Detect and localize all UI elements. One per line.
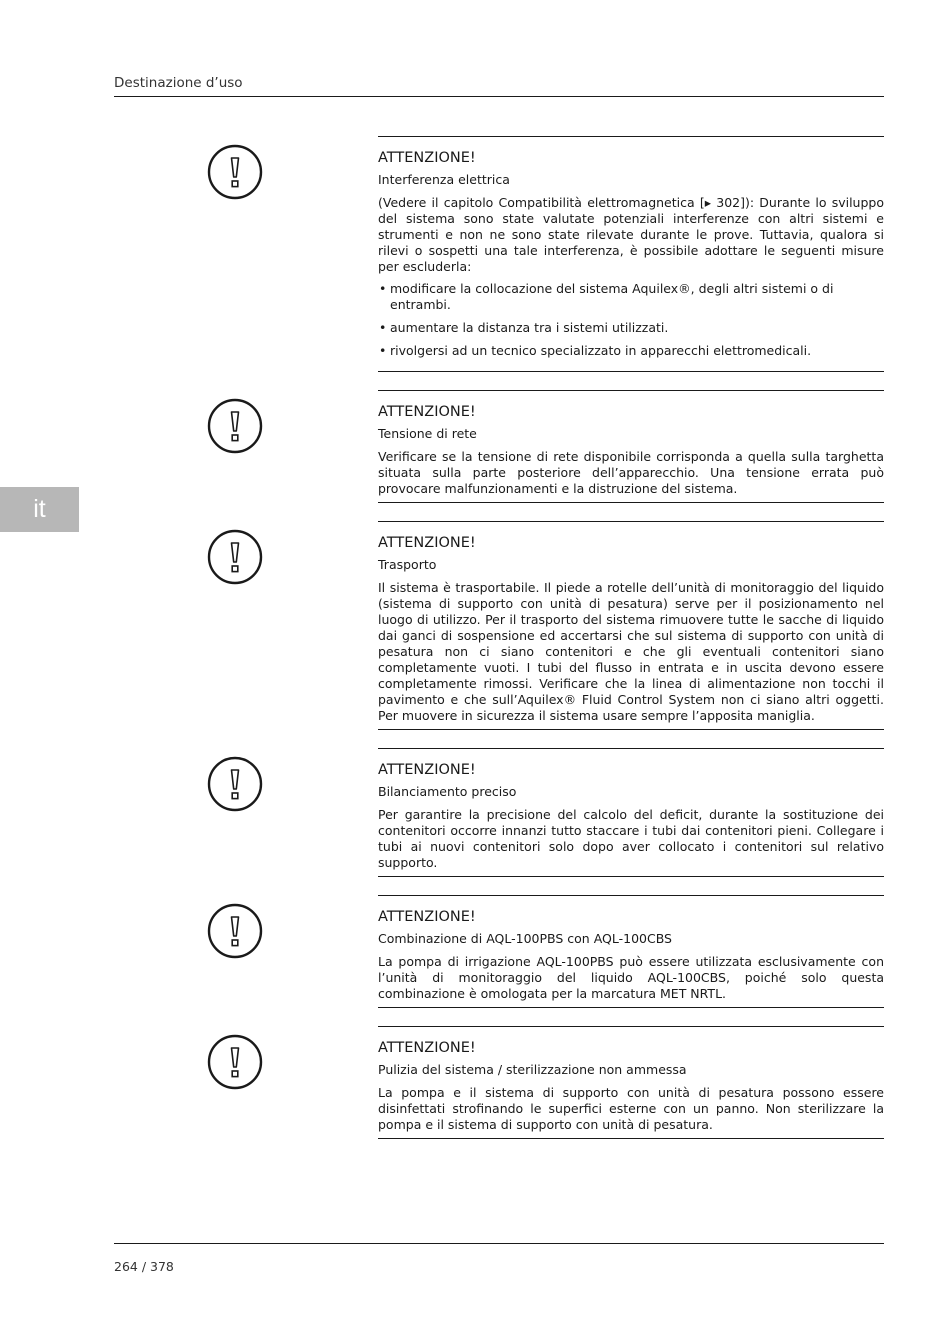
warning-subtitle: Pulizia del sistema / sterilizzazione non ammessa xyxy=(378,1062,687,1077)
list-item: • modificare la collocazione del sistema Aquilex®, degli altri sistemi o di entrambi. xyxy=(378,281,884,313)
exclamation-icon xyxy=(207,903,263,959)
header-title: Destinazione d’uso xyxy=(114,75,243,91)
warning-content xyxy=(378,136,884,372)
warning-title: ATTENZIONE! xyxy=(378,762,476,778)
warning-content xyxy=(378,1026,884,1139)
warning-subtitle: Trasporto xyxy=(378,557,437,572)
warning-title: ATTENZIONE! xyxy=(378,404,476,420)
warnings-list xyxy=(0,136,950,1157)
list-item: • aumentare la distanza tra i sistemi utilizzati. xyxy=(378,320,884,336)
exclamation-icon xyxy=(207,529,263,585)
warning-block xyxy=(0,521,950,730)
warning-content xyxy=(378,748,884,877)
warning-block xyxy=(0,1026,950,1139)
exclamation-icon xyxy=(207,1034,263,1090)
warning-measures-list xyxy=(378,281,884,359)
warning-subtitle: Combinazione di AQL-100PBS con AQL-100CBS xyxy=(378,931,672,946)
warning-body: Verificare se la tensione di rete disponibile corrisponda a quella sulla targhetta situata sulla parte posteriore dell’apparecchio. Una tensione errata può provocare malfunzionamenti e la distruzione del sistema. xyxy=(378,449,884,496)
exclamation-icon xyxy=(207,756,263,812)
warning-body: (Vedere il capitolo Compatibilità elettromagnetica [▸ 302]): Durante lo sviluppo del sistema sono state valutate potenziali interferenze con altri sistemi e strumenti e non ne sono state rilevate durante le prove. Tuttavia, qualora si rilevi o sospetti una tale interferenza, è possibile adottare le seguenti misure per escluderla: xyxy=(378,195,884,274)
warning-content xyxy=(378,895,884,1008)
warning-body: Per garantire la precisione del calcolo del deficit, durante la sostituzione dei contenitori occorre innanzi tutto staccare i tubi dai contenitori pieni. Collegare i tubi ai nuovi contenitori solo dopo aver collocato i contenitori sul relativo supporto. xyxy=(378,807,884,870)
warning-body: La pompa e il sistema di supporto con unità di pesatura possono essere disinfettati strofinando le superfici esterne con un panno. Non sterilizzare la pompa e il sistema di supporto con unità di pesatura. xyxy=(378,1085,884,1132)
warning-block xyxy=(0,390,950,503)
warning-subtitle: Interferenza elettrica xyxy=(378,172,510,187)
warning-subtitle: Bilanciamento preciso xyxy=(378,784,517,799)
exclamation-icon xyxy=(207,144,263,200)
warning-content xyxy=(378,521,884,730)
page-number: 264 / 378 xyxy=(114,1259,174,1274)
page-footer xyxy=(114,1243,884,1274)
warning-block xyxy=(0,895,950,1008)
warning-title: ATTENZIONE! xyxy=(378,535,476,551)
list-item: • rivolgersi ad un tecnico specializzato in apparecchi elettromedicali. xyxy=(378,343,884,359)
warning-block xyxy=(0,748,950,877)
page-header xyxy=(114,72,884,97)
warning-title: ATTENZIONE! xyxy=(378,909,476,925)
warning-body: La pompa di irrigazione AQL-100PBS può essere utilizzata esclusivamente con l’unità di monitoraggio del liquido AQL-100CBS, poiché solo questa combinazione è omologata per la marcatura MET NRTL. xyxy=(378,954,884,1001)
warning-block xyxy=(0,136,950,372)
warning-body: Il sistema è trasportabile. Il piede a rotelle dell’unità di monitoraggio del liquido (sistema di supporto con unità di pesatura) serve per il posizionamento nel luogo di utilizzo. Per il trasporto del sistema rimuovere tutte le sacche di liquido dai ganci di sospensione ed accertarsi che sul sistema di supporto con unità di pesatura non ci siano contenitori e che gli eventuali contenitori siano completamente vuoti. I tubi del flusso in entrata e in uscita devono essere completamente rimossi. Verificare che la linea di alimentazione non tocchi il pavimento e che sull’Aquilex® Fluid Control System non ci siano altri oggetti. Per muovere in sicurezza il sistema usare sempre l’apposita maniglia. xyxy=(378,580,884,723)
warning-subtitle: Tensione di rete xyxy=(378,426,477,441)
warning-title: ATTENZIONE! xyxy=(378,1040,476,1056)
language-tab: it xyxy=(0,487,79,532)
warning-title: ATTENZIONE! xyxy=(378,150,476,166)
warning-content xyxy=(378,390,884,503)
exclamation-icon xyxy=(207,398,263,454)
